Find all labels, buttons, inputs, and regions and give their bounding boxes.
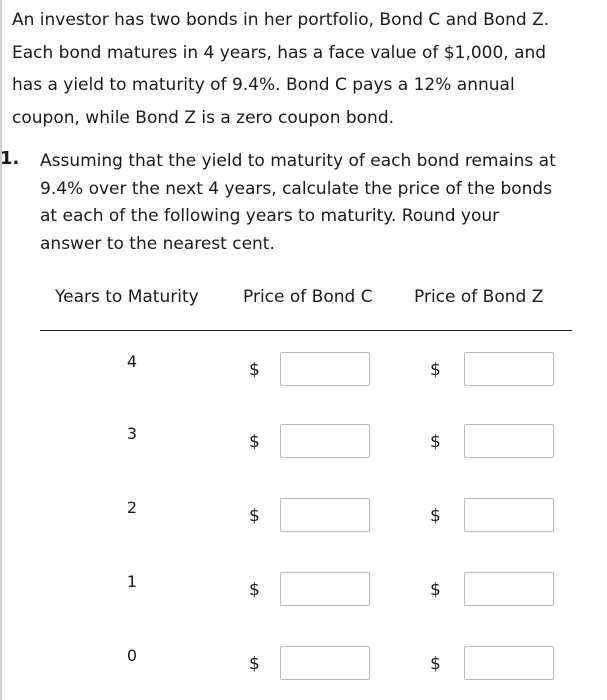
currency-symbol: $ [249,506,260,526]
years-to-maturity-cell: 3 [126,424,138,443]
question-line: 9.4% over the next 4 years, calculate the price of the bonds [40,178,553,199]
table-row [0,646,607,686]
bond-c-price-input[interactable] [280,424,370,458]
currency-symbol: $ [249,360,260,380]
header-divider [40,330,572,331]
currency-symbol: $ [430,580,441,600]
question-line: answer to the nearest cent. [40,233,275,254]
question-line: Assuming that the yield to maturity of each bond remains at [40,151,556,171]
table-row [0,572,607,612]
table-row [0,498,607,538]
problem-line: has a yield to maturity of 9.4%. Bond C pays a 12% annual [12,75,515,95]
currency-symbol: $ [430,360,441,380]
column-header-bond-c: Price of Bond C [243,287,373,307]
question-line: at each of the following years to maturity. Round your [40,206,500,226]
years-to-maturity-cell: 4 [126,352,138,371]
currency-symbol: $ [249,654,260,674]
years-to-maturity-cell: 0 [126,646,138,665]
question-number: 1. [0,148,20,169]
question-text [40,148,606,258]
problem-line: Each bond matures in 4 years, has a face value of $1,000, and [12,42,547,63]
bond-c-price-input[interactable] [280,646,370,680]
column-header-years: Years to Maturity [55,287,199,307]
years-to-maturity-cell: 2 [126,498,138,517]
table-row [0,352,607,392]
bond-c-price-input[interactable] [280,352,370,386]
bond-z-price-input[interactable] [464,646,554,680]
currency-symbol: $ [249,432,260,452]
bond-z-price-input[interactable] [464,572,554,606]
table-row [0,424,607,464]
problem-line: coupon, while Bond Z is a zero coupon bond. [12,107,395,128]
bond-z-price-input[interactable] [464,498,554,532]
currency-symbol: $ [430,432,441,452]
currency-symbol: $ [430,654,441,674]
bond-c-price-input[interactable] [280,572,370,606]
bond-z-price-input[interactable] [464,424,554,458]
problem-statement [12,4,602,134]
column-header-bond-z: Price of Bond Z [414,287,544,307]
problem-line: An investor has two bonds in her portfolio, Bond C and Bond Z. [12,10,550,30]
currency-symbol: $ [430,506,441,526]
bond-c-price-input[interactable] [280,498,370,532]
years-to-maturity-cell: 1 [126,572,138,591]
bond-z-price-input[interactable] [464,352,554,386]
currency-symbol: $ [249,580,260,600]
